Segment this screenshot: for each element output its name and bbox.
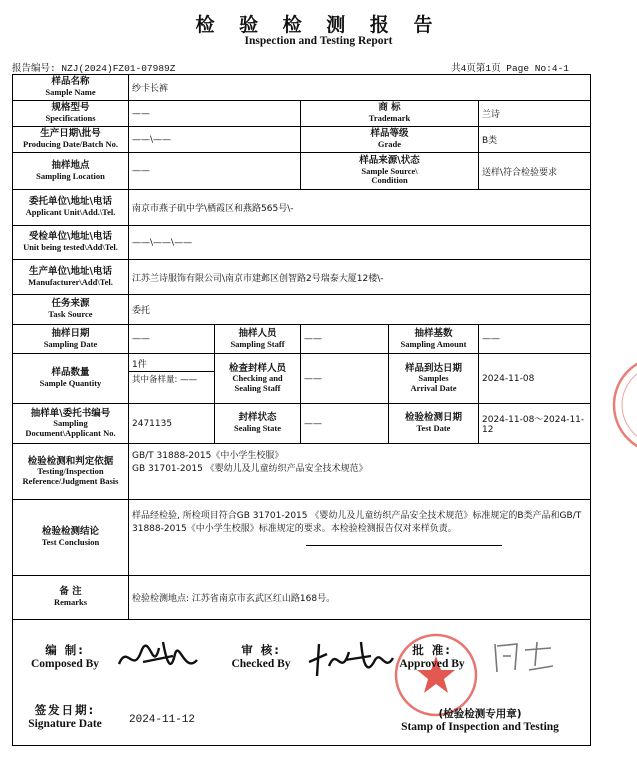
report-title-en: Inspection and Testing Report: [244, 35, 393, 47]
row-sampling-location: [13, 153, 591, 190]
row-unit-tested: [13, 226, 591, 260]
report-table: [12, 74, 591, 746]
unit-tested-label: 受检单位\地址\电话 Unit being tested\Add\Tel.: [13, 226, 129, 260]
sampling-document-label: 抽样单\委托书编号 Sampling Document\Applicant No.: [13, 404, 129, 444]
reference-line-2: GB 31701-2015 《婴幼儿及儿童纺织产品安全技术规范》: [132, 464, 368, 474]
edge-seal: [607, 350, 637, 460]
sampling-date-label: 抽样日期 Sampling Date: [13, 325, 129, 354]
test-date-value: 2024-11-08～2024-11-12: [479, 404, 591, 444]
sample-quantity-reserve: 其中备样量: ——: [129, 371, 214, 385]
row-sample-name: [13, 75, 591, 101]
manufacturer-value: 江苏兰诗服饰有限公司\南京市建邺区创智路2号瑞泰大厦12楼\-: [129, 260, 591, 295]
sampling-amount-label: 抽样基数 Sampling Amount: [389, 325, 479, 354]
unit-tested-value: ——\——\——: [129, 226, 591, 260]
sampling-staff-label: 抽样人员 Sampling Staff: [215, 325, 301, 354]
sampling-staff-value: ——: [301, 325, 389, 354]
row-task-source: [13, 295, 591, 325]
sampling-date-value: ——: [129, 325, 215, 354]
row-conclusion: [13, 500, 591, 576]
signature-area: [13, 620, 591, 746]
conclusion-value: [129, 500, 591, 576]
signature-date-value: 2024-11-12: [129, 714, 196, 726]
sample-source-label: 样品来源\状态 Sample Source\ Condition: [301, 153, 479, 190]
arrival-date-label: 样品到达日期 Samples Arrival Date: [389, 354, 479, 404]
checking-staff-label: 检查封样人员 Checking and Sealing Staff: [215, 354, 301, 404]
row-sampling-date: [13, 325, 591, 354]
sealing-state-label: 封样状态 Sealing State: [215, 404, 301, 444]
conclusion-underline: [306, 544, 502, 546]
grade-label: 样品等级 Grade: [301, 127, 479, 153]
test-date-label: 检验检测日期 Test Date: [389, 404, 479, 444]
sample-quantity-value: [129, 354, 215, 404]
report-number: 报告编号: NZJ(2024)FZ01-07989Z: [12, 63, 176, 74]
reference-line-1: GB/T 31888-2015《中小学生校服》: [132, 451, 284, 461]
conclusion-text: 样品经检验, 所检项目符合GB 31701-2015 《婴幼儿及儿童纺织产品安全技术规范》标准规定的B类产品和GB/T 31888-2015《中小学生校服》标准规定的要求。本检验检测报告仅对来样负责。: [132, 511, 582, 535]
row-remarks: [13, 576, 591, 620]
row-production-date: [13, 127, 591, 153]
trademark-value: 兰诗: [479, 101, 591, 127]
sampling-location-value: ——: [129, 153, 301, 190]
sample-quantity-label: 样品数量 Sample Quantity: [13, 354, 129, 404]
sample-name-label: 样品名称 Sample Name: [13, 75, 129, 101]
checked-by-label: 审 核: Checked By: [231, 643, 291, 670]
reference-label: 检验检测和判定依据 Testing/Inspection Reference/Judgment Basis: [13, 444, 129, 500]
task-source-label: 任务来源 Task Source: [13, 295, 129, 325]
row-reference: [13, 444, 591, 500]
applicant-label: 委托单位\地址\电话 Applicant Unit\Add.\Tel.: [13, 190, 129, 226]
production-date-value: ——\——: [129, 127, 301, 153]
stamp-label: (检验检测专用章) Stamp of Inspection and Testing: [401, 708, 559, 733]
sample-name-value: 纱卡长裤: [129, 75, 591, 101]
row-specifications: [13, 101, 591, 127]
checked-signature: [305, 636, 395, 684]
sample-quantity-main: 1件: [132, 360, 147, 370]
row-sample-quantity: [13, 354, 591, 404]
page-info: 共4页第1页 Page No:4-1: [451, 63, 569, 74]
production-date-label: 生产日期\批号 Producing Date/Batch No.: [13, 127, 129, 153]
conclusion-label: 检验检测结论 Test Conclusion: [13, 500, 129, 576]
remarks-value: 检验检测地点: 江苏省南京市玄武区红山路168号。: [129, 576, 591, 620]
report-title-cn: 检 验 检 测 报 告: [195, 14, 442, 36]
specifications-label: 规格型号 Specifications: [13, 101, 129, 127]
approved-signature: [489, 636, 559, 680]
grade-value: B类: [479, 127, 591, 153]
remarks-label: 备 注 Remarks: [13, 576, 129, 620]
row-sampling-document: [13, 404, 591, 444]
approved-by-label: 批 准: Approved By: [399, 643, 465, 670]
trademark-label: 商 标 Trademark: [301, 101, 479, 127]
arrival-date-value: 2024-11-08: [479, 354, 591, 404]
applicant-value: 南京市燕子矶中学\栖霞区和燕路565号\-: [129, 190, 591, 226]
sealing-state-value: ——: [301, 404, 389, 444]
specifications-value: ——: [129, 101, 301, 127]
composed-signature: [113, 634, 203, 682]
checking-staff-value: ——: [301, 354, 389, 404]
sampling-amount-value: ——: [479, 325, 591, 354]
task-source-value: 委托: [129, 295, 591, 325]
sampling-location-label: 抽样地点 Sampling Location: [13, 153, 129, 190]
row-applicant: [13, 190, 591, 226]
row-signatures: [13, 620, 591, 746]
sample-source-value: 送样\符合检验要求: [479, 153, 591, 190]
manufacturer-label: 生产单位\地址\电话 Manufacturer\Add\Tel.: [13, 260, 129, 295]
sampling-document-value: 2471135: [129, 404, 215, 444]
row-manufacturer: [13, 260, 591, 295]
reference-value: [129, 444, 591, 500]
signature-date-label: 签发日期: Signature Date: [28, 703, 102, 730]
composed-by-label: 编 制: Composed By: [30, 643, 100, 670]
